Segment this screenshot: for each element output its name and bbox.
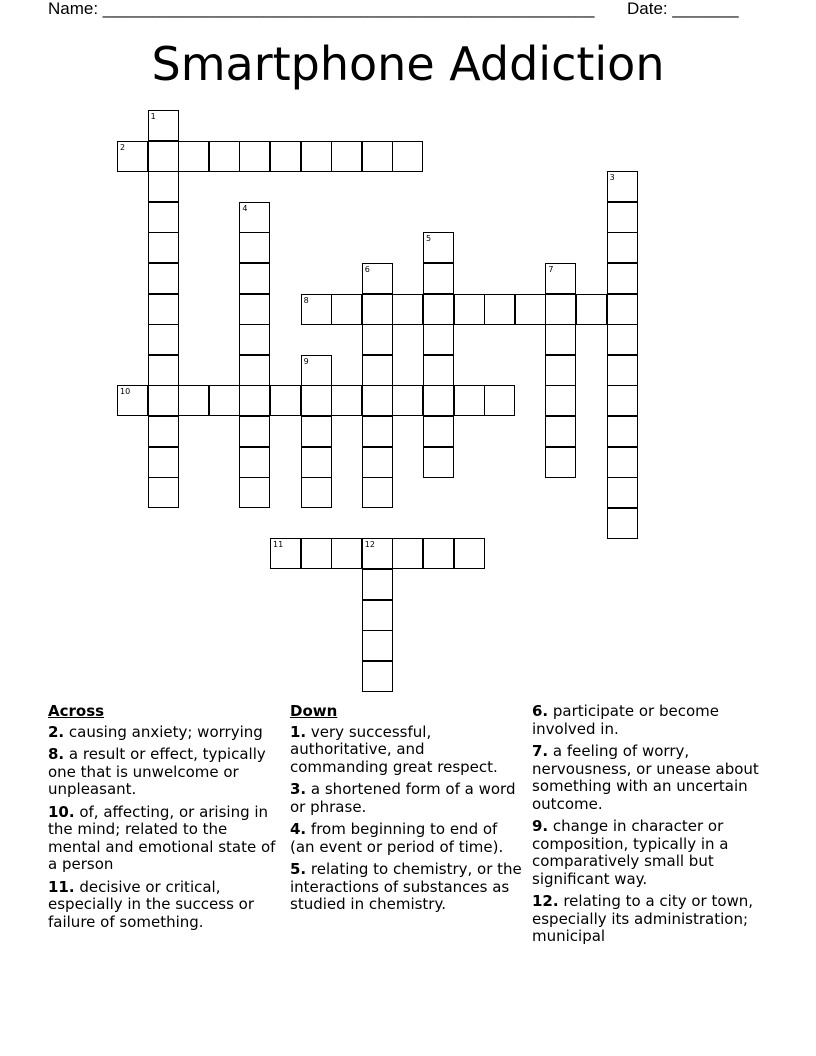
clue-number: 2: [120, 142, 126, 152]
crossword-cell[interactable]: [423, 232, 454, 263]
clue-number: 6: [364, 265, 370, 274]
down-heading: Down: [290, 702, 338, 720]
crossword-cell[interactable]: [239, 324, 270, 355]
clue-across-10: 10. of, affecting, or arising in the mind; related to the mental and emotional state of a person: [48, 802, 276, 873]
crossword-cell[interactable]: [239, 477, 270, 508]
crossword-cell[interactable]: [148, 232, 179, 263]
crossword-cell[interactable]: [607, 232, 638, 263]
crossword-cell[interactable]: [331, 294, 362, 325]
crossword-cell[interactable]: [607, 416, 638, 447]
crossword-cell[interactable]: [545, 324, 576, 355]
crossword-cell[interactable]: [362, 324, 393, 355]
crossword-cell[interactable]: [423, 324, 454, 355]
crossword-cell[interactable]: [239, 232, 270, 263]
crossword-cell[interactable]: [607, 294, 638, 325]
crossword-cell[interactable]: [423, 538, 454, 569]
crossword-cell[interactable]: [301, 416, 332, 447]
clue-across-2: 2. causing anxiety; worrying: [48, 722, 263, 741]
crossword-cell[interactable]: [301, 477, 332, 508]
page-title: Smartphone Addiction: [151, 37, 665, 91]
crossword-cell[interactable]: [607, 355, 638, 386]
crossword-cell[interactable]: [454, 385, 485, 416]
crossword-cell[interactable]: [607, 263, 638, 294]
crossword-cell[interactable]: [331, 538, 362, 569]
crossword-cell[interactable]: [178, 385, 209, 416]
clue-down-5: 5. relating to chemistry, or the interactions of substances as studied in chemistry.: [290, 860, 522, 913]
clue-number: 5: [426, 234, 432, 244]
crossword-cell[interactable]: [239, 202, 270, 233]
across-heading: Across: [48, 702, 105, 720]
crossword-cell[interactable]: [362, 263, 393, 294]
crossword-cell[interactable]: [423, 385, 454, 416]
name-field-label[interactable]: Name: ____________________________________________________: [48, 0, 595, 18]
crossword-cell[interactable]: [484, 385, 515, 416]
crossword-cell[interactable]: [423, 355, 454, 386]
clue-down-6: 6. participate or become involved in.: [532, 702, 719, 738]
crossword-cell[interactable]: [545, 385, 576, 416]
crossword-cell[interactable]: [148, 447, 179, 478]
clue-number: 10: [120, 387, 131, 397]
crossword-cell[interactable]: [148, 141, 179, 172]
crossword-cell[interactable]: [362, 416, 393, 447]
crossword-cell[interactable]: [148, 416, 179, 447]
crossword-cell[interactable]: [607, 324, 638, 355]
clue-number: 4: [242, 203, 248, 213]
clue-down-3: 3. a shortened form of a word or phrase.: [290, 780, 516, 816]
crossword-cell[interactable]: [454, 538, 485, 569]
down-clues: [290, 703, 522, 919]
crossword-cell[interactable]: [545, 355, 576, 386]
crossword-cell[interactable]: [362, 385, 393, 416]
crossword-cell[interactable]: [148, 171, 179, 202]
crossword-cell[interactable]: [423, 447, 454, 478]
crossword-cell[interactable]: [239, 416, 270, 447]
clue-down-12: 12. relating to a city or town, especially its administration; municipal: [532, 892, 754, 945]
crossword-cell[interactable]: [423, 263, 454, 294]
crossword-cell[interactable]: [148, 324, 179, 355]
clue-number: 3: [609, 173, 615, 183]
crossword-cell[interactable]: [484, 294, 515, 325]
crossword-cell[interactable]: [545, 294, 576, 325]
clue-across-11: 11. decisive or critical, especially in the success or failure of something.: [48, 877, 254, 931]
crossword-cell[interactable]: [270, 538, 301, 569]
crossword-cell[interactable]: [117, 141, 148, 172]
down-clues-continued: [532, 703, 772, 951]
crossword-cell[interactable]: [301, 447, 332, 478]
crossword-cell[interactable]: [607, 202, 638, 233]
crossword-cell[interactable]: [607, 171, 638, 202]
crossword-cell[interactable]: [607, 447, 638, 478]
crossword-cell[interactable]: [545, 416, 576, 447]
crossword-cell[interactable]: [209, 385, 240, 416]
date-field-label[interactable]: Date: _______: [627, 0, 739, 18]
crossword-cell[interactable]: [301, 294, 332, 325]
crossword-cell[interactable]: [239, 447, 270, 478]
crossword-cell[interactable]: [148, 355, 179, 386]
crossword-cell[interactable]: [301, 538, 332, 569]
crossword-cell[interactable]: [331, 141, 362, 172]
crossword-cell[interactable]: [270, 141, 301, 172]
crossword-cell[interactable]: [423, 416, 454, 447]
crossword-cell[interactable]: [148, 385, 179, 416]
crossword-cell[interactable]: [148, 263, 179, 294]
clue-down-1: 1. very successful, authoritative, and commanding great respect.: [290, 722, 498, 776]
crossword-cell[interactable]: [362, 661, 393, 692]
crossword-cell[interactable]: [301, 141, 332, 172]
crossword-cell[interactable]: [148, 477, 179, 508]
crossword-cell[interactable]: [301, 355, 332, 386]
crossword-cell[interactable]: [239, 294, 270, 325]
crossword-cell[interactable]: [239, 263, 270, 294]
crossword-cell[interactable]: [239, 355, 270, 386]
crossword-cell[interactable]: [362, 538, 393, 569]
across-clues: [48, 703, 280, 936]
crossword-cell[interactable]: [178, 141, 209, 172]
crossword-cell[interactable]: [331, 385, 362, 416]
crossword-cell[interactable]: [362, 141, 393, 172]
crossword-cell[interactable]: [270, 385, 301, 416]
crossword-cell[interactable]: [545, 263, 576, 294]
crossword-cell[interactable]: [362, 447, 393, 478]
clue-number: 8: [303, 295, 309, 305]
clue-number: 11: [273, 540, 284, 550]
crossword-cell[interactable]: [392, 141, 423, 172]
crossword-cell[interactable]: [392, 294, 423, 325]
crossword-cell[interactable]: [362, 630, 393, 661]
crossword-cell[interactable]: [362, 355, 393, 386]
crossword-cell[interactable]: [392, 538, 423, 569]
crossword-cell[interactable]: [117, 385, 148, 416]
crossword-cell[interactable]: [607, 508, 638, 539]
crossword-cell[interactable]: [301, 385, 332, 416]
clue-number: 9: [303, 356, 309, 366]
crossword-cell[interactable]: [148, 110, 179, 141]
crossword-cell[interactable]: [545, 447, 576, 478]
clue-across-8: 8. a result or effect, typically one that is unwelcome or unpleasant.: [48, 745, 266, 798]
crossword-cell[interactable]: [362, 600, 393, 631]
crossword-cell[interactable]: [607, 477, 638, 508]
crossword-cell[interactable]: [423, 294, 454, 325]
clue-down-7: 7. a feeling of worry, nervousness, or unease about something with an uncertain outcome.: [532, 742, 759, 813]
crossword-cell[interactable]: [239, 385, 270, 416]
crossword-cell[interactable]: [392, 385, 423, 416]
crossword-cell[interactable]: [239, 141, 270, 172]
crossword-cell[interactable]: [148, 202, 179, 233]
crossword-cell[interactable]: [362, 477, 393, 508]
clue-number: 7: [548, 265, 554, 274]
clue-number: 1: [150, 112, 156, 121]
crossword-cell[interactable]: [607, 385, 638, 416]
crossword-cell[interactable]: [362, 569, 393, 600]
clue-number: 12: [364, 540, 375, 550]
clue-down-4: 4. from beginning to end of (an event or period of time).: [290, 820, 504, 856]
crossword-cell[interactable]: [362, 294, 393, 325]
crossword-cell[interactable]: [576, 294, 607, 325]
crossword-cell[interactable]: [209, 141, 240, 172]
crossword-cell[interactable]: [148, 294, 179, 325]
crossword-cell[interactable]: [454, 294, 485, 325]
clue-down-9: 9. change in character or composition, typically in a comparatively small but significant way.: [532, 817, 729, 888]
crossword-cell[interactable]: [515, 294, 546, 325]
